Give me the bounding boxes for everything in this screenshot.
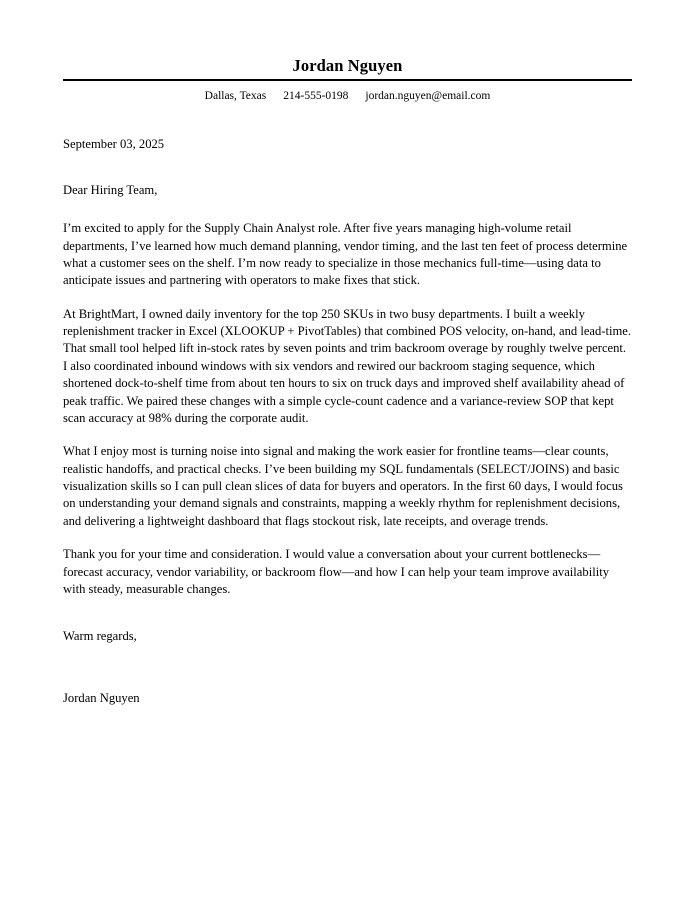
letter-paragraph: At BrightMart, I owned daily inventory for the top 250 SKUs in two busy departments. I built a weekly replenishment tracker in Excel (XLOOKUP + PivotTables) that combined POS velocity, on-hand, and lead-time. That small tool helped lift in-stock rates by seven points and trim backroom overage by roughly twelve percent. I also coordinated inbound windows with six vendors and rewired our backroom staging sequence, which shortened dock-to-shelf time from about ten hours to six on truck days and improved shelf availability ahead of peak traffic. We paired these changes with a simple cycle-count cadence and a variance-review SOP that kept scan accuracy at 98% during the corporate audit. [63,306,632,425]
letter-date: September 03, 2025 [63,136,165,151]
signature-name: Jordan Nguyen [63,690,140,705]
sender-name: Jordan Nguyen [292,56,403,75]
letter-closing: Warm regards, [63,629,137,644]
letter-salutation: Dear Hiring Team, [63,182,158,197]
letter-body [63,220,632,598]
contact-location: Dallas, Texas [204,90,267,103]
contact-email[interactable]: jordan.nguyen@email.com [365,90,491,103]
contact-phone[interactable]: 214-555-0198 [283,90,349,103]
letter-content [63,0,632,706]
letter-paragraph: I’m excited to apply for the Supply Chain Analyst role. After five years managing high-volume retail departments, I’ve learned how much demand planning, vendor timing, and the last ten feet of process determine what a customer sees on the shelf. I’m now ready to specialize in those mechanics full-time—using data to anticipate issues and partnering with operators to make fixes that stick. [63,221,628,288]
letter-paragraph: What I enjoy most is turning noise into signal and making the work easier for frontline teams—clear counts, realistic handoffs, and practical checks. I’ve been building my SQL fundamentals (SELECT/JOINS) and basic visualization skills so I can pull clean slices of data for buyers and operators. In the first 60 days, I would focus on understanding your demand signals and constraints, mapping a weekly rhythm for replenishment decisions, and delivering a lightweight dashboard that flags stockout risk, late receipts, and overage trends. [63,444,623,528]
letter-paragraph: Thank you for your time and consideration. I would value a conversation about your current bottlenecks—forecast accuracy, vendor variability, or backroom flow—and how I can help your team improve availability with steady, measurable changes. [63,547,609,596]
letterhead-divider [63,79,632,81]
letterhead [63,57,632,104]
contact-line [63,89,632,103]
